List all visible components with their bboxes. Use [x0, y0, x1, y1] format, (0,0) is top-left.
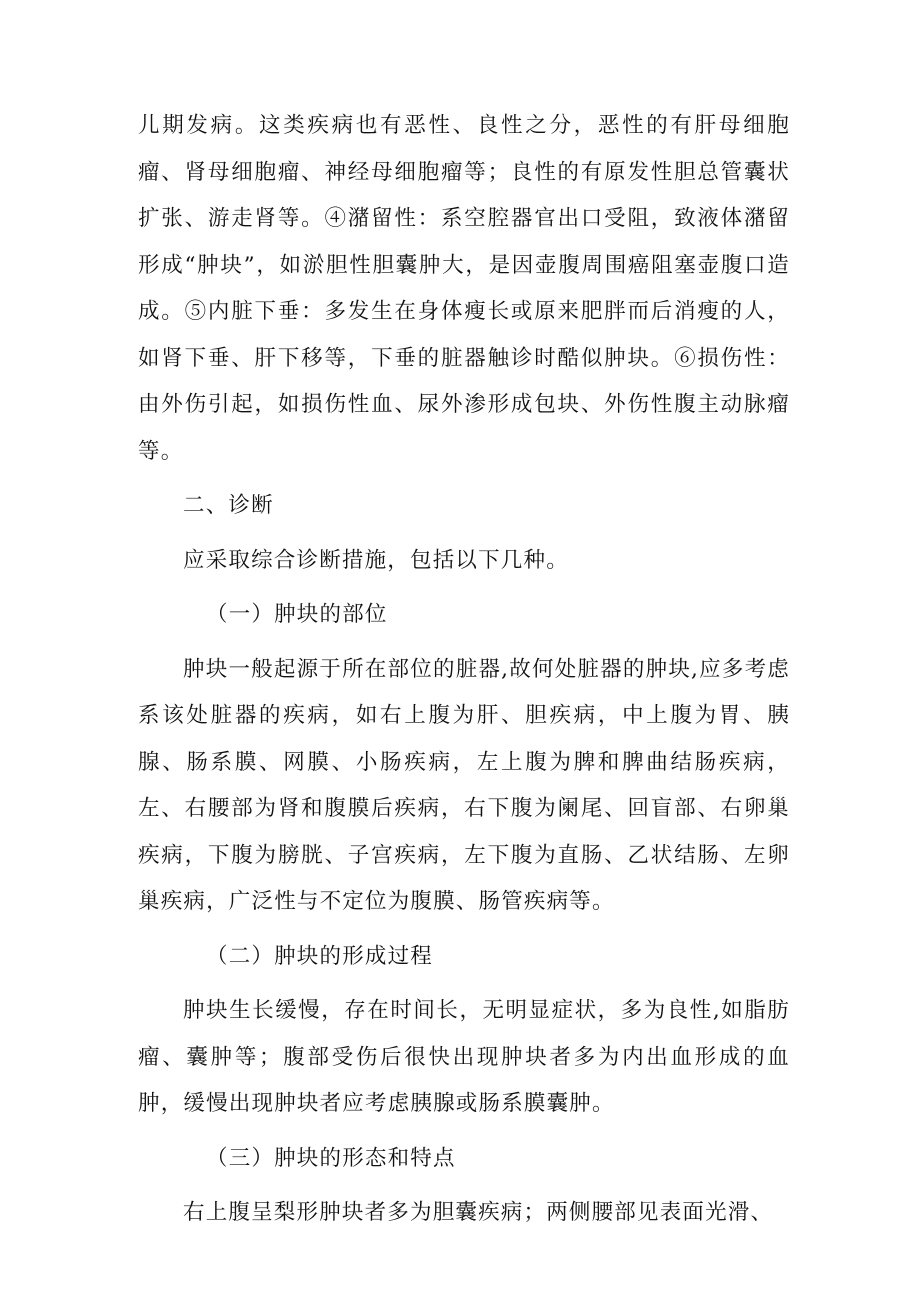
subheading-mass-formation: （二）肿块的形成过程 — [206, 943, 434, 969]
subheading-mass-shape: （三）肿块的形态和特点 — [206, 1145, 456, 1171]
section-heading-diagnosis: 二、诊断 — [183, 493, 274, 518]
document-body — [138, 103, 790, 1237]
paragraph-etiology-continued: 儿期发病。这类疾病也有恶性、良性之分，恶性的有肝母细胞瘤、肾母细胞瘤、神经母细胞瘤等；良性的有原发性胆总管囊状扩张、游走肾等。④潴留性：系空腔器官出口受阻，致液体潴留形成“肿块”，如淤胆性胆囊肿大，是因壶腹周围癌阻塞壶腹口造成。⑤内脏下垂：多发生在身体瘦长或原来肥胖而后消瘦的人，如肾下垂、肝下移等，下垂的脏器触诊时酷似肿块。⑥损伤性：由外伤引起，如损伤性血、尿外渗形成包块、外伤性腹主动脉瘤等。 — [138, 113, 790, 464]
subheading-mass-location: （一）肿块的部位 — [206, 602, 388, 627]
paragraph-diagnosis-intro: 应采取综合诊断措施，包括以下几种。 — [183, 547, 569, 573]
paragraph-mass-location: 肿块一般起源于所在部位的脏器,故何处脏器的肿块,应多考虑系该处脏器的疾病，如右上腹为肝、胆疾病，中上腹为胃、胰腺、肠系膜、网膜、小肠疾病，左上腹为脾和脾曲结肠疾病，左、右腰部为肾和腹膜后疾病，右下腹为阑尾、回盲部、右卵巢疾病，下腹为膀胱、子宫疾病，左下腹为直肠、乙状结肠、左卵巢疾病，广泛性与不定位为腹膜、肠管疾病等。 — [138, 656, 790, 914]
paragraph-mass-shape: 右上腹呈梨形肿块者多为胆囊疾病；两侧腰部见表面光滑、 — [183, 1200, 774, 1225]
paragraph-mass-formation: 肿块生长缓慢，存在时间长，无明显症状，多为良性,如脂肪瘤、囊肿等；腹部受伤后很快出现肿块者多为内出血形成的血肿，缓慢出现肿块者应考虑胰腺或肠系膜囊肿。 — [138, 998, 790, 1116]
